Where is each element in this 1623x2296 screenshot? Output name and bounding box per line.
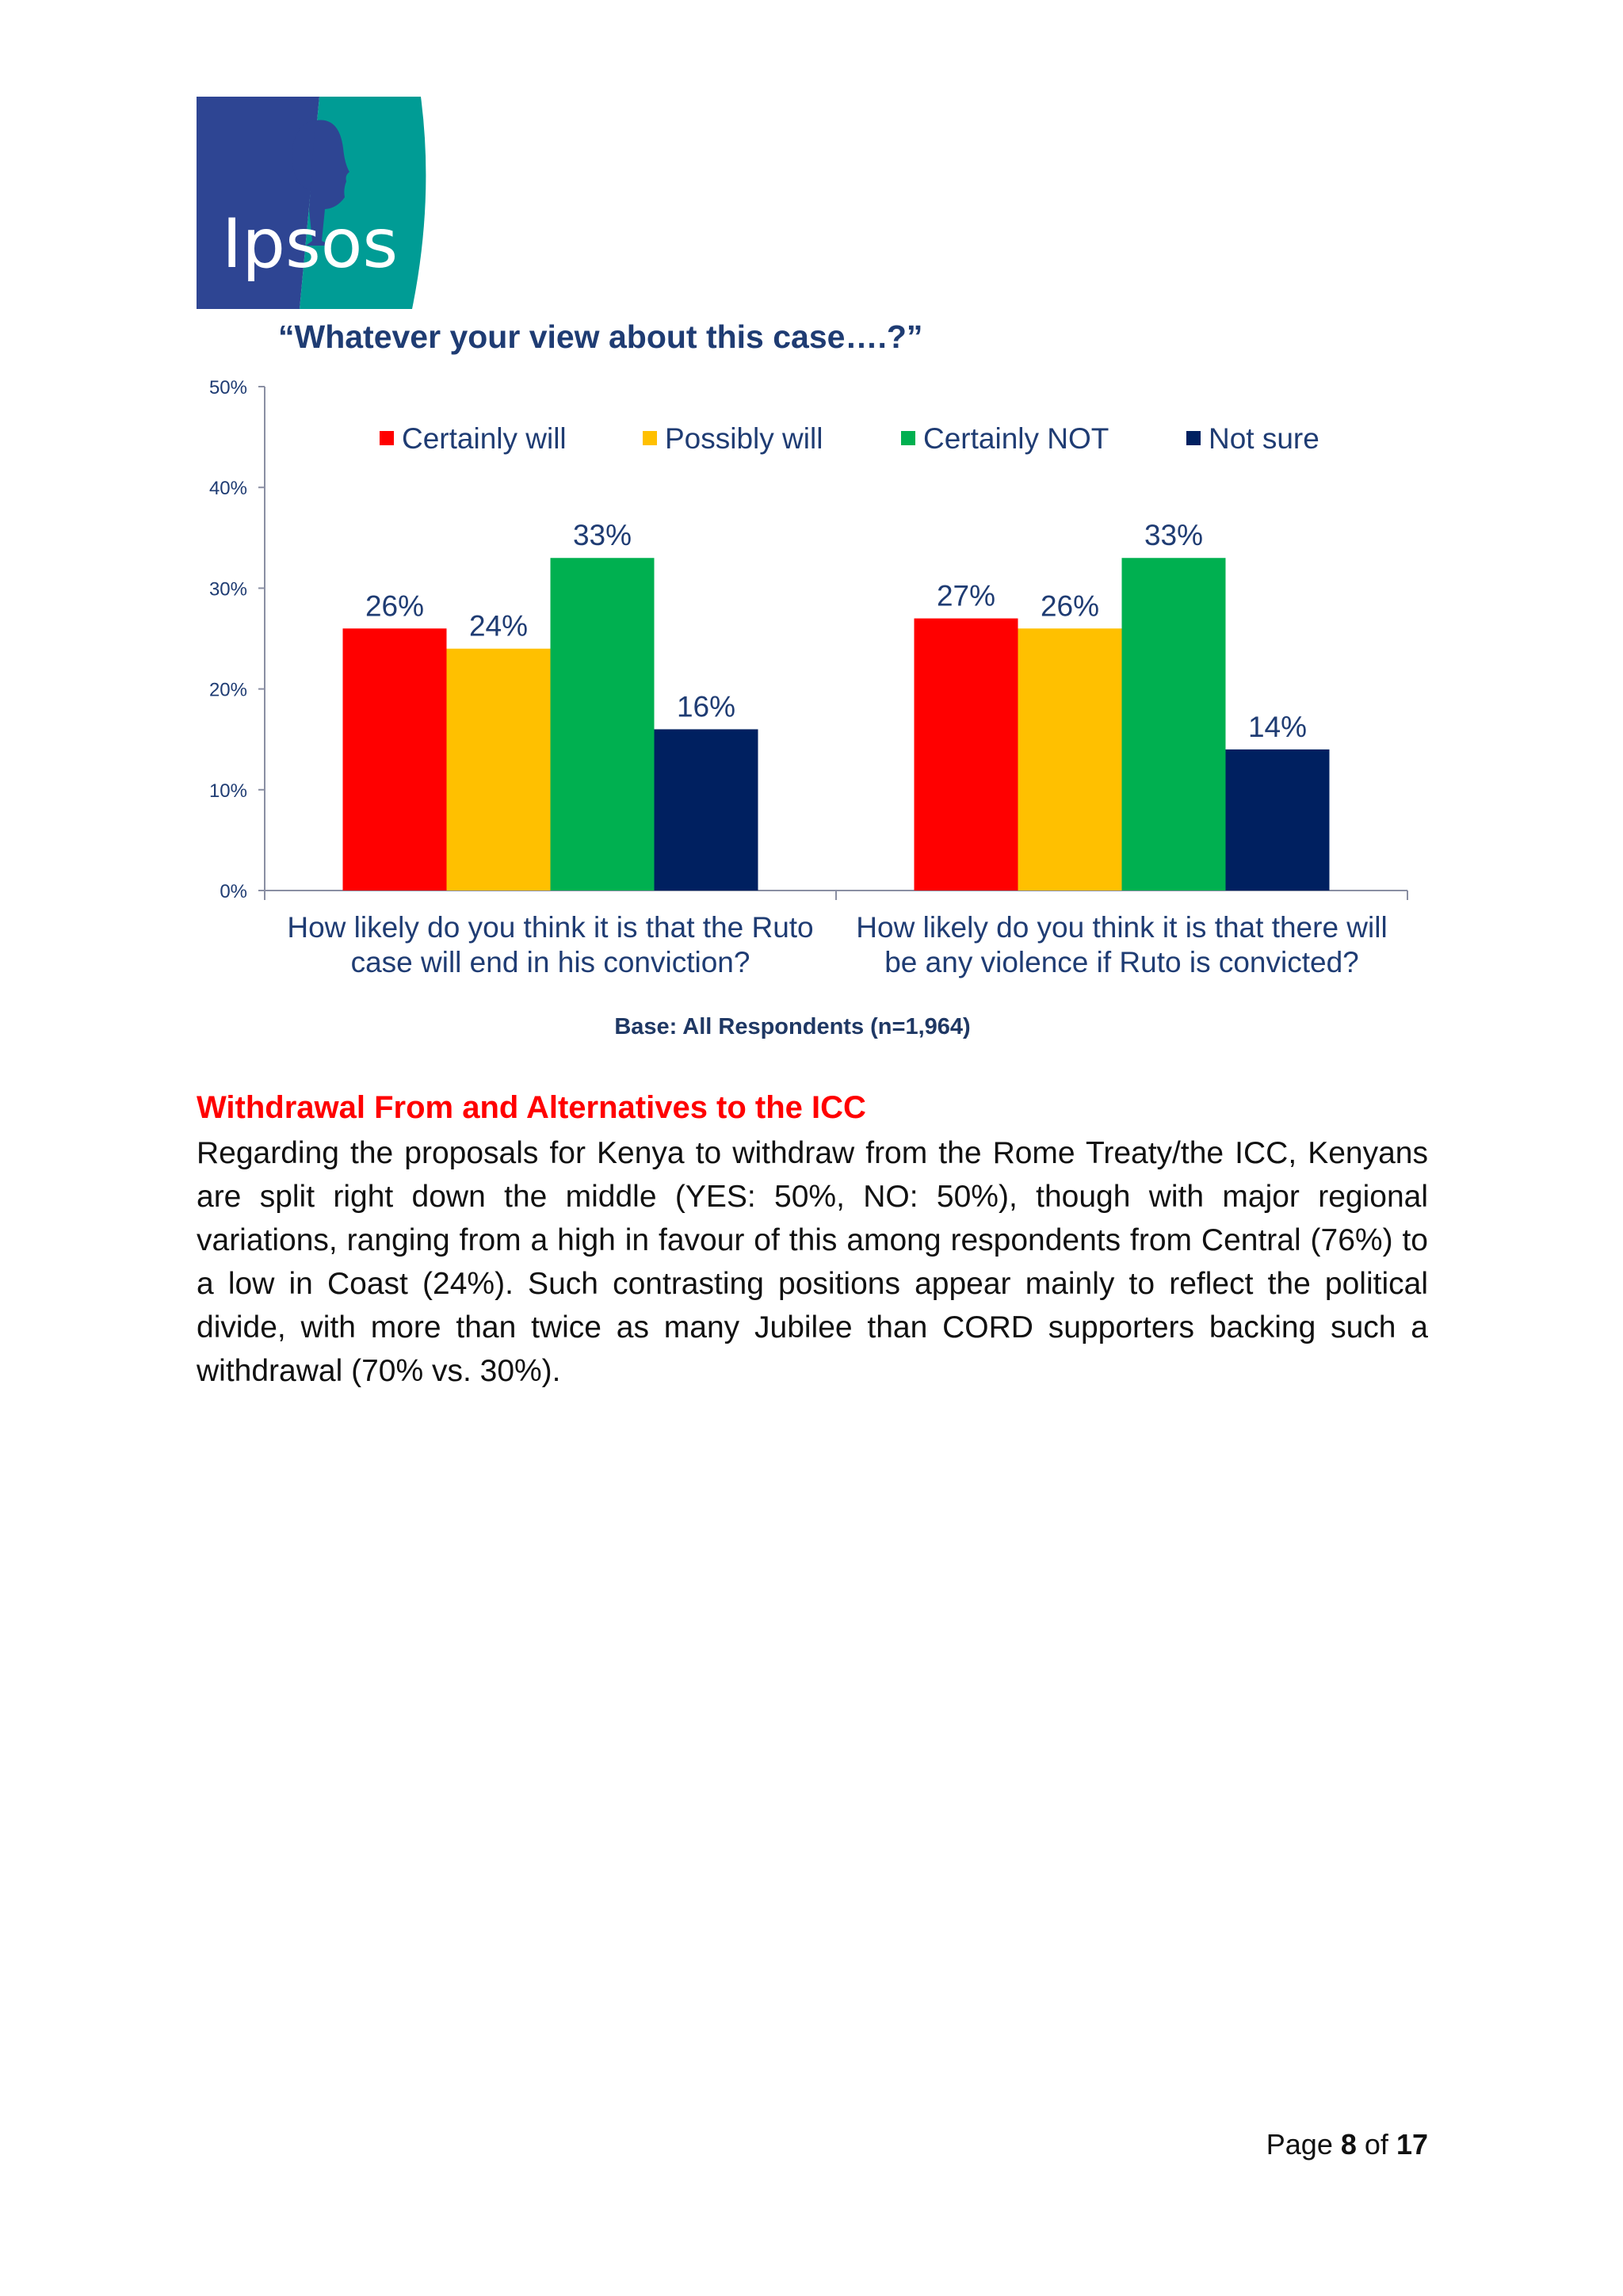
bar-possibly-will [447, 649, 551, 891]
legend-swatch [643, 431, 657, 445]
y-tick-label: 10% [208, 780, 247, 802]
page-number [1266, 2128, 1428, 2161]
data-label: 33% [1144, 519, 1204, 552]
bar-not-sure [1226, 749, 1330, 891]
y-tick-label: 20% [208, 679, 247, 701]
bar-certainly-will [915, 619, 1018, 891]
bar-certainly-will [343, 628, 447, 891]
bar-chart [0, 0, 1623, 998]
data-label: 26% [1040, 589, 1100, 623]
data-label: 27% [936, 579, 996, 612]
category-label: be any violence if Ruto is convicted? [884, 946, 1359, 978]
total-pages: 17 [1396, 2128, 1428, 2161]
category-label: case will end in his conviction? [350, 946, 750, 978]
legend-swatch [1186, 431, 1201, 445]
of-word: of [1364, 2128, 1388, 2161]
y-tick-label: 40% [208, 478, 247, 500]
chart-title: “Whatever your view about this case….?” [278, 318, 923, 355]
base-note: Base: All Respondents (n=1,964) [614, 1014, 971, 1039]
bar-possibly-will [1018, 628, 1122, 891]
bar-not-sure [655, 729, 758, 891]
legend-label: Not sure [1209, 422, 1319, 455]
legend-swatch [901, 431, 915, 445]
body-paragraph: Regarding the proposals for Kenya to withdraw from the Rome Treaty/the ICC, Kenyans are split right down the middle (YES: 50%, NO: 50%), though with major regional variations, ranging from a high in favour of this among respondents from Central (76%) to a low in Coast (24%). Such contrasting positions appear mainly to reflect the political divide, with more than twice as many Jubilee than CORD supporters backing such a withdrawal (70% vs. 30%). [197, 1136, 1428, 1388]
y-tick-label: 50% [208, 377, 247, 399]
page-word: Page [1266, 2128, 1333, 2161]
data-label: 14% [1247, 710, 1308, 743]
legend-label: Possibly will [665, 422, 823, 455]
bar-certainly-not [551, 558, 655, 891]
current-page: 8 [1340, 2128, 1357, 2161]
legend-swatch [380, 431, 394, 445]
y-tick-label: 0% [220, 881, 247, 902]
section-heading: Withdrawal From and Alternatives to the ICC [197, 1090, 866, 1125]
bar-certainly-not [1122, 558, 1226, 891]
data-label: 24% [468, 609, 529, 643]
data-label: 26% [365, 589, 425, 623]
logo-wordmark: Ipsos [222, 204, 399, 284]
data-label: 33% [572, 519, 632, 552]
y-tick-label: 30% [208, 578, 247, 601]
category-label: How likely do you think it is that the Ruto [287, 911, 814, 944]
legend-label: Certainly will [402, 422, 567, 455]
legend-label: Certainly NOT [923, 422, 1109, 455]
category-label: How likely do you think it is that there will [856, 911, 1388, 944]
data-label: 16% [676, 690, 736, 723]
